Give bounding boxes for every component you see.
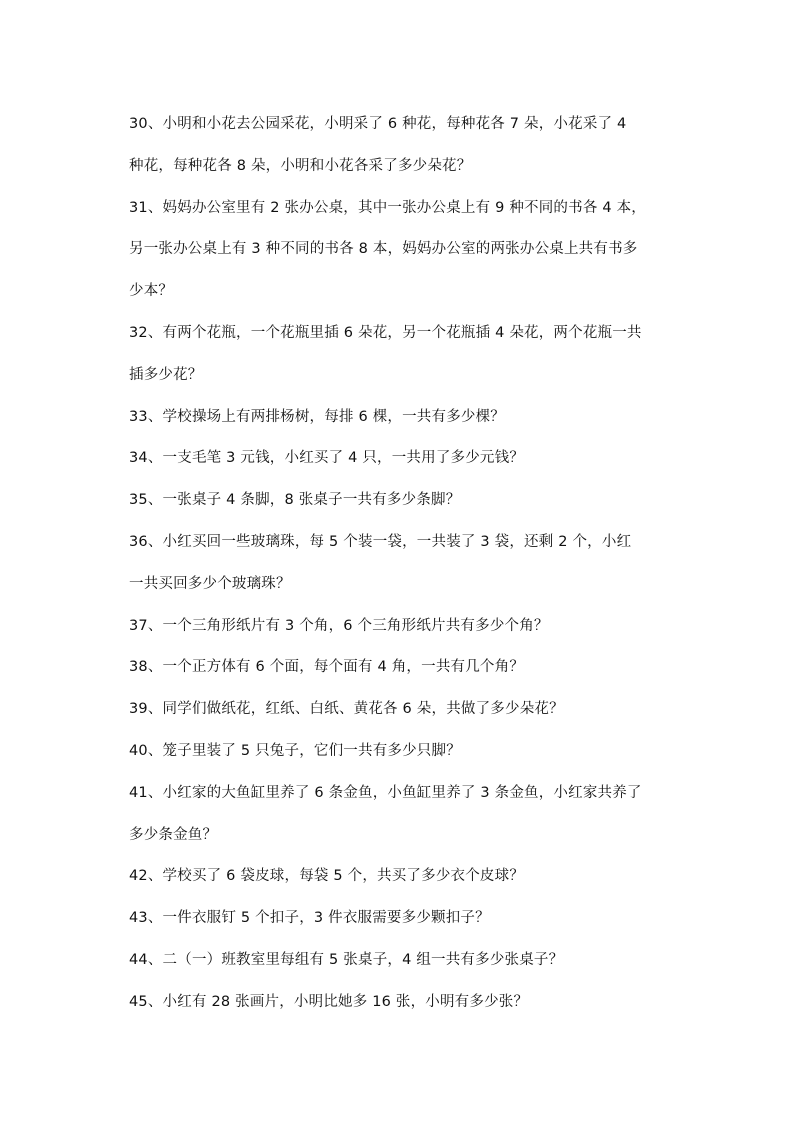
problem-41 [129,773,669,857]
problem-line: 38、一个正方体有 6 个面，每个面有 4 角，一共有几个角？ [129,659,525,676]
problem-line: 34、一支毛笔 3 元钱，小红买了 4 只，一共用了多少元钱？ [129,450,525,467]
problem-line: 32、有两个花瓶，一个花瓶里插 6 朵花，另一个花瓶插 4 朵花，两个花瓶一共 [129,324,642,341]
problem-line: 插多少花？ [129,366,203,383]
problem-40 [129,731,669,773]
problem-line: 35、一张桌子 4 条脚，8 张桌子一共有多少条脚？ [129,492,461,509]
problem-line: 43、一件衣服钉 5 个扣子，3 件衣服需要多少颗扣子？ [129,910,490,927]
problem-line: 41、小红家的大鱼缸里养了 6 条金鱼，小鱼缸里养了 3 条金鱼，小红家共养了 [129,784,642,801]
problem-42 [129,856,669,898]
problem-33 [129,397,669,439]
problem-line: 少本？ [129,283,174,300]
problem-line: 33、学校操场上有两排杨树，每排 6 棵，一共有多少棵？ [129,408,505,425]
problem-line: 30、小明和小花去公园采花，小明采了 6 种花，每种花各 7 朵，小花采了 4 [129,116,627,132]
problem-45 [129,982,669,1024]
problem-line: 39、同学们做纸花，红纸、白纸、黄花各 6 朵，共做了多少朵花？ [129,701,564,718]
problem-32 [129,313,669,397]
problem-38 [129,647,669,689]
problem-31 [129,188,669,313]
problem-34 [129,438,669,480]
problem-35 [129,480,669,522]
problem-39 [129,689,669,731]
problem-list [129,104,669,1024]
problem-43 [129,898,669,940]
problem-line: 种花，每种花各 8 朵，小明和小花各采了多少朵花？ [129,157,472,174]
problem-line: 一共买回多少个玻璃珠？ [129,575,291,592]
problem-line: 另一张办公桌上有 3 种不同的书各 8 本，妈妈办公室的两张办公桌上共有书多 [129,241,638,258]
problem-line: 42、学校买了 6 袋皮球，每袋 5 个，共买了多少衣个皮球？ [129,868,525,885]
problem-line: 45、小红有 28 张画片，小明比她多 16 张，小明有多少张？ [129,993,529,1010]
problem-36 [129,522,669,606]
problem-line: 31、妈妈办公室里有 2 张办公桌，其中一张办公桌上有 9 种不同的书各 4 本， [129,199,646,216]
problem-37 [129,606,669,648]
problem-line: 40、笼子里装了 5 只兔子，它们一共有多少只脚？ [129,742,461,759]
problem-line: 44、二（一）班教室里每组有 5 张桌子，4 组一共有多少张桌子？ [129,951,564,968]
problem-44 [129,940,669,982]
problem-line: 37、一个三角形纸片有 3 个角，6 个三角形纸片共有多少个角？ [129,617,549,634]
problem-line: 36、小红买回一些玻璃珠，每 5 个装一袋，一共装了 3 袋，还剩 2 个，小红 [129,533,632,550]
problem-line: 多少条金鱼？ [129,826,218,843]
problem-30 [129,104,669,188]
